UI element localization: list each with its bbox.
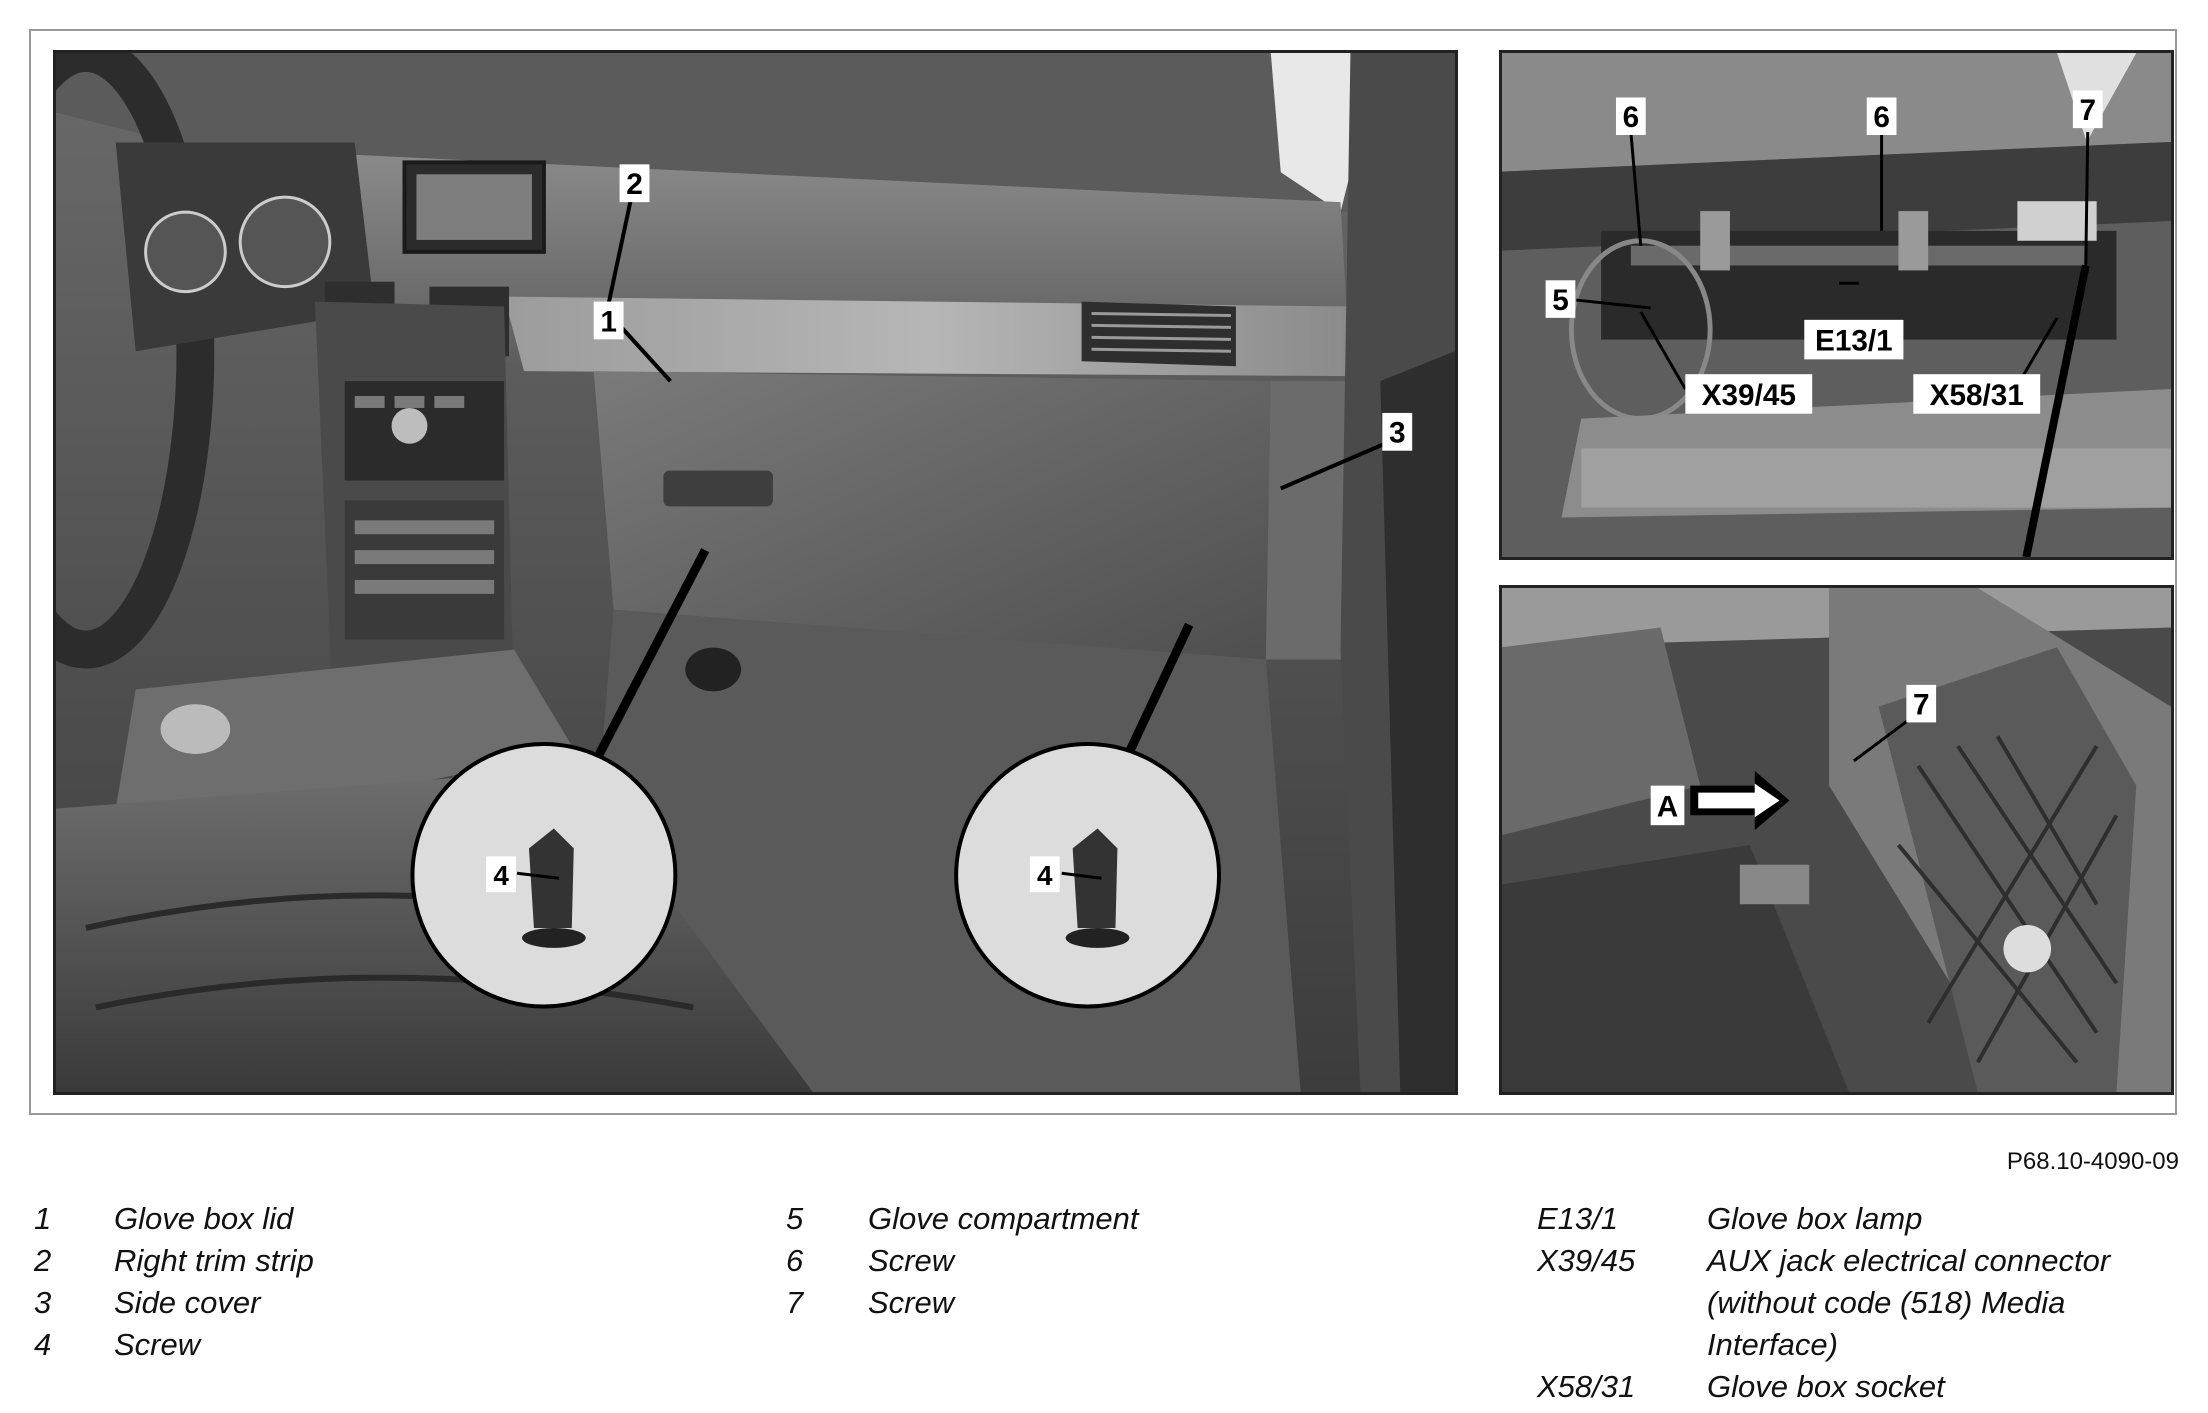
main-dashboard-photo (53, 50, 1458, 1095)
svg-text:6: 6 (1873, 101, 1890, 135)
legend-item (1537, 1366, 2177, 1408)
top-right-photo-drawing (1502, 53, 2171, 557)
svg-text:1: 1 (600, 305, 617, 339)
callout-3 (1382, 413, 1412, 451)
svg-text:7: 7 (1912, 688, 1930, 722)
figure-id: P68.10-4090-09 (2006, 1148, 2179, 1175)
svg-text:E13/1: E13/1 (1814, 324, 1893, 358)
legend-item (34, 1324, 314, 1366)
legend-key: E13/1 (1537, 1201, 1619, 1236)
legend-item (1537, 1240, 2177, 1366)
svg-text:X39/45: X39/45 (1701, 378, 1796, 412)
callout-5 (1546, 280, 1576, 318)
svg-text:X58/31: X58/31 (1929, 378, 2024, 412)
callout-2 (620, 164, 650, 202)
legend-desc: AUX jack electrical connector (without code (518) Media Interface) (1707, 1243, 2111, 1362)
legend-key: 7 (786, 1285, 804, 1320)
legend-column-2 (786, 1198, 1139, 1324)
callout-a-arrow (1651, 786, 1685, 826)
callout-x39-45 (1685, 374, 1812, 414)
legend-desc: Side cover (114, 1285, 261, 1320)
bottom-right-photo-drawing (1502, 588, 2171, 1092)
legend-desc: Glove box lamp (1707, 1201, 1923, 1236)
legend-key: 3 (34, 1285, 52, 1320)
legend-key: 1 (34, 1201, 52, 1236)
callout-4-left (486, 856, 516, 892)
legend-desc: Glove box lid (114, 1201, 294, 1236)
legend-key: X58/31 (1537, 1369, 1636, 1404)
callout-e13-1 (1804, 320, 1903, 360)
svg-text:2: 2 (626, 168, 643, 202)
legend-item (1537, 1198, 2177, 1240)
svg-text:4: 4 (1037, 860, 1053, 892)
legend-desc: Right trim strip (114, 1243, 314, 1278)
legend-column-1 (34, 1198, 314, 1366)
legend-key: 5 (786, 1201, 804, 1236)
callout-1 (594, 302, 624, 340)
svg-text:4: 4 (493, 860, 509, 892)
callout-4-right (1030, 856, 1060, 892)
legend-item (34, 1240, 314, 1282)
callout-6-right (1867, 97, 1897, 135)
legend-desc: Screw (114, 1327, 201, 1362)
svg-text:6: 6 (1622, 101, 1640, 135)
callout-6-left (1616, 97, 1646, 135)
svg-text:7: 7 (2079, 94, 2097, 128)
legend-item (34, 1282, 314, 1324)
legend-item (786, 1282, 1139, 1324)
legend-key: 2 (34, 1243, 52, 1278)
legend-item (786, 1240, 1139, 1282)
legend-column-3 (1537, 1198, 2177, 1408)
svg-text:A: A (1656, 790, 1679, 824)
glove-box-screw-detail-photo (1499, 585, 2174, 1095)
legend-desc: Glove compartment (868, 1201, 1139, 1236)
legend-key: X39/45 (1537, 1243, 1636, 1278)
legend-desc: Glove box socket (1707, 1369, 1945, 1404)
callout-7-top (2073, 91, 2103, 129)
svg-text:3: 3 (1388, 416, 1406, 450)
legend-item (786, 1198, 1139, 1240)
legend-key: 4 (34, 1327, 52, 1362)
legend-desc: Screw (868, 1243, 955, 1278)
callout-x58-31 (1913, 374, 2040, 414)
svg-text:5: 5 (1552, 283, 1569, 317)
callout-7-bottom (1906, 685, 1936, 723)
legend-key: 6 (786, 1243, 804, 1278)
glove-box-interior-photo (1499, 50, 2174, 560)
legend-desc: Screw (868, 1285, 955, 1320)
main-photo-drawing (56, 53, 1455, 1092)
legend-item (34, 1198, 314, 1240)
